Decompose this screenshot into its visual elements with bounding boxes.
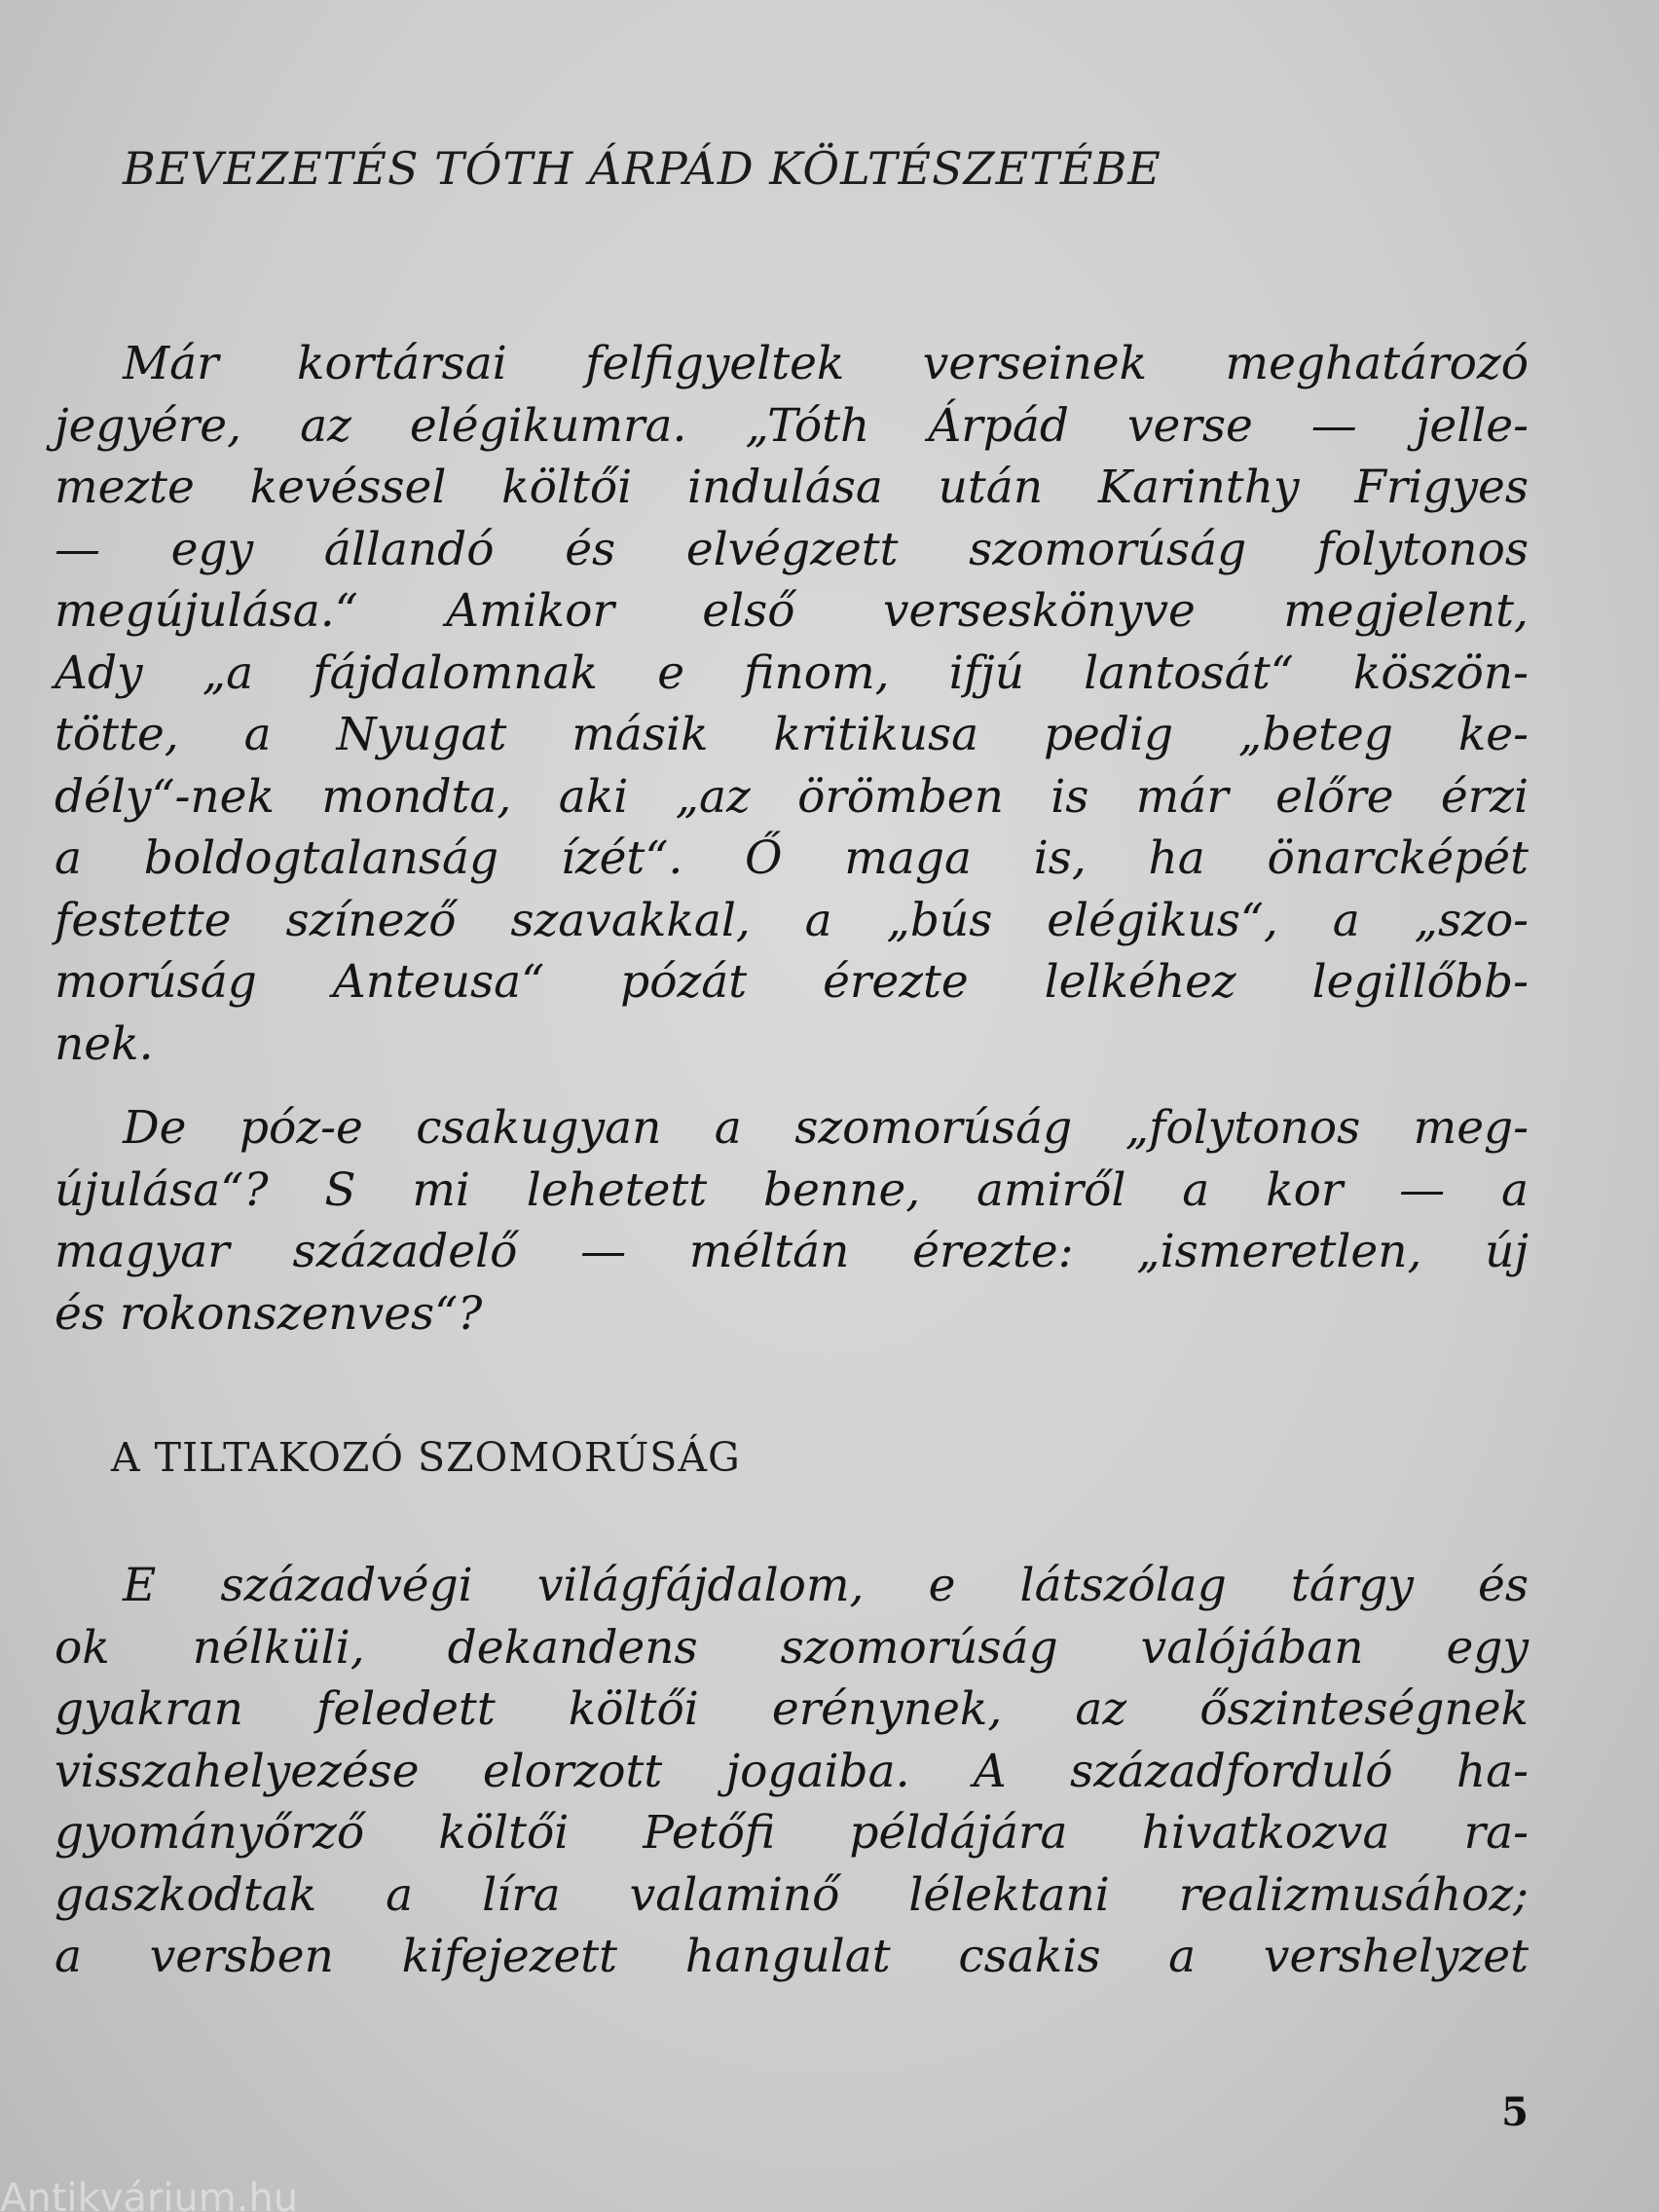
text-line: E századvégi világfájdalom, e látszólag tárgy és xyxy=(123,1559,1529,1612)
text-line: mezte kevéssel költői indulása után Karinthy Frigyes xyxy=(55,461,1529,514)
text-line: a boldogtalanság ízét“. Ő maga is, ha önarcképét xyxy=(55,831,1529,885)
section-title: A TILTAKOZÓ SZOMORÚSÁG xyxy=(111,1434,741,1481)
text-line: dély“-nek mondta, aki „az örömben is már előre érzi xyxy=(55,769,1529,824)
text-line: nek. xyxy=(55,1016,154,1071)
text-line: Már kortársai felfigyeltek verseinek meghatározó xyxy=(123,337,1529,390)
text-line: a versben kifejezett hangulat csakis a vershelyzet xyxy=(55,1930,1529,1983)
paragraph-question xyxy=(55,1097,1529,1345)
paragraph-section xyxy=(55,1555,1529,1988)
chapter-title: BEVEZETÉS TÓTH ÁRPÁD KÖLTÉSZETÉBE xyxy=(123,142,1161,195)
text-line: és rokonszenves“? xyxy=(55,1286,483,1341)
text-line: De póz-e csakugyan a szomorúság „folytonos meg- xyxy=(123,1101,1529,1155)
text-line: — egy állandó és elvégzett szomorúság folytonos xyxy=(55,522,1529,576)
text-line: morúság Anteusa“ pózát érezte lelkéhez legillőbb- xyxy=(55,955,1529,1009)
text-line: jegyére, az elégikumra. „Tóth Árpád verse — jelle- xyxy=(55,398,1529,453)
text-line: ok nélküli, dekandens szomorúság valójában egy xyxy=(55,1620,1529,1675)
text-line: újulása“? S mi lehetett benne, amiről a kor — a xyxy=(55,1162,1529,1217)
text-line: tötte, a Nyugat másik kritikusa pedig „beteg ke- xyxy=(55,708,1529,761)
page-number: 5 xyxy=(1501,2089,1529,2135)
text-line: Ady „a fájdalomnak e finom, ifjú lantosát“ köszön- xyxy=(55,645,1529,700)
watermark: Antikvárium.hu xyxy=(0,2176,299,2212)
text-line: gyományőrző költői Petőfi példájára hivatkozva ra- xyxy=(55,1806,1529,1860)
text-line: magyar századelő — méltán érezte: „ismeretlen, új xyxy=(55,1225,1529,1278)
text-line: megújulása.“ Amikor első verseskönyve megjelent, xyxy=(55,584,1529,638)
text-line: gaszkodtak a líra valaminő lélektani realizmusához; xyxy=(55,1867,1529,1922)
text-line: gyakran feledett költői erénynek, az őszinteségnek xyxy=(55,1682,1529,1736)
text-line: visszahelyezése elorzott jogaiba. A századforduló ha- xyxy=(55,1744,1529,1798)
text-line: festette színező szavakkal, a „bús elégikus“, a „szo- xyxy=(55,893,1529,947)
paragraph-intro xyxy=(55,333,1529,1075)
